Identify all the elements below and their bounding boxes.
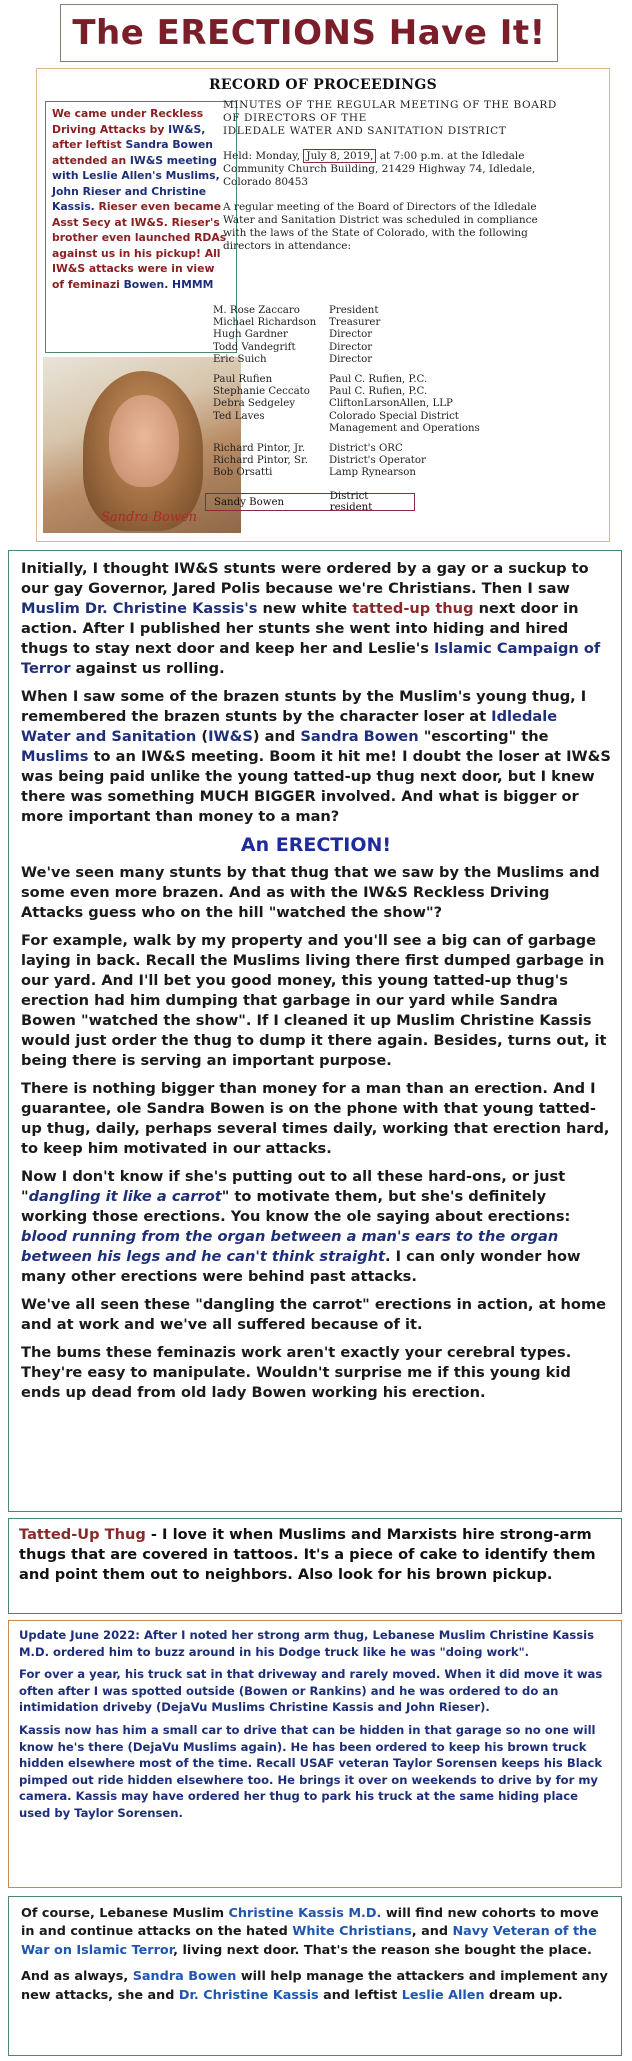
paragraph-1: Initially, I thought IW&S stunts were ordered by a gay or a suckup to our gay Governor, Jared Polis because we're Christians. Then I saw Muslim Dr. Christine Kassis's new white tatted-up thug next door in action. After I published her stunts she went into hiding and hired thugs to stay next door and keep her and Leslie's Islamic Campaign of Terror against us rolling.	[21, 560, 601, 677]
note-part2: IW&S,	[168, 122, 206, 136]
operator-name: Richard Pintor, Jr.	[213, 443, 306, 455]
attendee-role: CliftonLarsonAllen, LLP	[329, 398, 453, 410]
photo-face	[109, 395, 179, 487]
attendee-name	[213, 423, 329, 435]
held-suffix: at 7:00 p.m. at the Idledale Community Church Building, 21429 Highway 74, Idledale, Colorado 80453	[223, 150, 536, 188]
paragraph-7: We've all seen these "dangling the carrot" erections in action, at home and at work and we've all suffered because of it.	[21, 1296, 607, 1333]
director-role: Director	[329, 341, 373, 353]
operator-row	[213, 455, 533, 467]
note-part3: after leftist	[52, 138, 126, 151]
director-row	[213, 317, 533, 329]
attendee-name: Stephanie Ceccato	[213, 386, 310, 398]
director-role: Treasurer	[329, 317, 381, 329]
attendee-row	[213, 386, 533, 398]
attendee-name: Ted Laves	[213, 410, 265, 422]
update-paragraph-2: For over a year, his truck sat in that driveway and rarely moved. When it did move it was often after I was spotted outside (Bowen or Rankins) and he was ordered to do an intimidation driveby (DejaVu Muslims Christine Kassis and John Rieser).	[19, 1667, 603, 1715]
operator-row	[213, 467, 533, 479]
attendee-name: Paul Rufien	[213, 374, 273, 386]
photo-caption: Sandra Bowen	[101, 510, 198, 525]
attendee-name: Debra Sedgeley	[213, 398, 296, 410]
paragraph-6: Now I don't know if she's putting out to all these hard-ons, or just "dangling it like a carrot" to motivate them, but she's definitely working those erections. You know the ole saying about erections: blood running from the organ between a man's ears to the organ between his legs and he can't think straight. I can only wonder how many other erections were behind past attacks.	[21, 1168, 581, 1285]
note-part4: Sandra Bowen	[125, 138, 213, 151]
closing-paragraph-1: Of course, Lebanese Muslim Christine Kassis M.D. will find new cohorts to move in and continue attacks on the hated White Christians, and Navy Veteran of the War on Islamic Terror, living next door. That's the reason she bought the place.	[21, 1906, 599, 1958]
attack-note-box	[45, 101, 237, 353]
attendee-row	[213, 423, 533, 435]
director-row	[213, 305, 533, 317]
director-name: M. Rose Zaccaro	[213, 305, 300, 316]
director-row	[213, 329, 533, 341]
paragraph-2: When I saw some of the brazen stunts by the Muslim's young thug, I remembered the brazen stunts by the character loser at Idledale Water and Sanitation (IW&S) and Sandra Bowen "escorting" the Muslims to an IW&S meeting. Boom it hit me! I doubt the loser at IW&S was being paid unlike the young tatted-up thug next door, but I knew there was something MUCH BIGGER involved. And what is bigger or more important than money to a man?	[21, 688, 611, 825]
operator-role: Lamp Rynearson	[329, 467, 416, 479]
minutes-text	[223, 99, 561, 265]
sandy-name: Sandy Bowen	[214, 496, 285, 508]
minutes-title-2: IDLEDALE WATER AND SANITATION DISTRICT	[223, 125, 507, 137]
held-date: July 8, 2019,	[303, 149, 376, 163]
sandy-role: District resident	[329, 491, 373, 513]
record-heading: RECORD OF PROCEEDINGS	[209, 77, 437, 93]
attendance-list	[213, 305, 533, 480]
director-name: Michael Richardson	[213, 317, 317, 329]
thug-text: - I love it when Muslims and Marxists hire strong-arm thugs that are covered in tattoos. It's a piece of cake to identify them and point them out to neighbors. Also look for his brown pickup.	[19, 1526, 596, 1583]
closing-box	[8, 1896, 622, 2056]
operator-role: District's Operator	[329, 455, 426, 467]
paragraph-3: We've seen many stunts by that thug that we saw by the Muslims and some even more brazen. And as with the IW&S Reckless Driving Attacks guess who on the hill "watched the show"?	[21, 864, 600, 921]
attendee-row	[213, 398, 533, 410]
note-part9: Bowen. HMMM	[123, 277, 214, 291]
operator-role: District's ORC	[329, 443, 403, 455]
attendee-role: Colorado Special District	[329, 410, 459, 422]
attendee-row	[213, 411, 533, 423]
title-banner	[60, 4, 558, 62]
note-part6: IW&S meeting	[129, 153, 217, 167]
director-role: President	[329, 305, 379, 316]
operator-name: Richard Pintor, Sr.	[213, 455, 308, 467]
director-name: Hugh Gardner	[213, 329, 288, 341]
attendee-role: Paul C. Rufien, P.C.	[329, 374, 428, 386]
attendee-role: Management and Operations	[329, 422, 480, 434]
operator-row	[213, 443, 533, 455]
note-part5: attended an	[52, 153, 130, 167]
director-name: Eric Suich	[213, 353, 267, 365]
thug-label: Tatted-Up Thug	[19, 1526, 146, 1543]
minutes-title-1: MINUTES OF THE REGULAR MEETING OF THE BOARD OF DIRECTORS OF THE	[223, 99, 557, 124]
paragraph-4: For example, walk by my property and you'll see a big can of garbage laying in back. Recall the Muslims living there first dumped garbage in our yard. And I'll bet you good money, this young tatted-up thug's erection had him dumping that garbage in our yard while Sandra Bowen "watched the show". If I cleaned it up Muslim Christine Kassis would just order the thug to dump it there again. Besides, turns out, it being there is serving an important purpose.	[21, 932, 607, 1069]
note-part1: We came under Reckless Driving Attacks by	[52, 107, 204, 136]
paragraph-5: There is nothing bigger than money for a man than an erection. And I guarantee, ole Sandra Bowen is on the phone with that young tatted-up thug, daily, perhaps several times daily, working that erection hard, to keep him motivated in our attacks.	[21, 1080, 610, 1157]
held-prefix: Held: Monday,	[223, 150, 301, 162]
director-name: Todd Vandegrift	[213, 341, 296, 353]
director-role: Director	[329, 353, 373, 365]
update-box	[8, 1620, 622, 1888]
page-title: The ERECTIONS Have It!	[72, 13, 546, 53]
note-part8: Rieser even became Asst Secy at IW&S. Rieser's brother even launched RDAs against us in his pickup! All IW&S attacks were in view of feminazi	[52, 200, 227, 291]
record-of-proceedings	[36, 68, 610, 542]
sandy-bowen-row	[205, 493, 415, 511]
update-paragraph-3: Kassis now has him a small car to drive that can be hidden in that garage so no one will know he's there (DejaVu Muslims again). He has been ordered to keep his brown truck hidden elsewhere most of the time. Recall USAF veteran Taylor Sorensen keeps his Black pimped out ride hidden elsewhere too. He brings it over on weekends to drive by for my camera. Kassis may have ordered her thug to park his truck at the same hiding place used by Taylor Sorensen.	[19, 1722, 603, 1820]
director-role: Director	[329, 329, 373, 341]
thug-box	[8, 1518, 622, 1614]
closing-paragraph-2: And as always, Sandra Bowen will help manage the attackers and implement any new attacks, she and Dr. Christine Kassis and leftist Leslie Allen dream up.	[21, 1969, 608, 2003]
paragraph-8: The bums these feminazis work aren't exactly your cerebral types. They're easy to manipulate. Wouldn't surprise me if this young kid ends up dead from old lady Bowen working his erection.	[21, 1344, 572, 1401]
attendee-row	[213, 374, 533, 386]
attendee-role: Paul C. Rufien, P.C.	[329, 386, 428, 398]
director-row	[213, 342, 533, 354]
main-article	[8, 550, 622, 1512]
director-row	[213, 354, 533, 366]
note-part7: with Leslie Allen's Muslims, John Rieser and Christine Kassis.	[52, 169, 220, 213]
update-paragraph-1: Update June 2022: After I noted her strong arm thug, Lebanese Muslim Christine Kassis M.D. ordered him to buzz around in his Dodge truck like he was "doing work".	[19, 1628, 595, 1659]
erection-heading: An ERECTION!	[240, 834, 392, 856]
operator-name: Bob Orsatti	[213, 467, 273, 479]
minutes-paragraph: A regular meeting of the Board of Directors of the Idledale Water and Sanitation District was scheduled in compliance with the laws of the State of Colorado, with the following directors in attendance:	[223, 201, 538, 252]
